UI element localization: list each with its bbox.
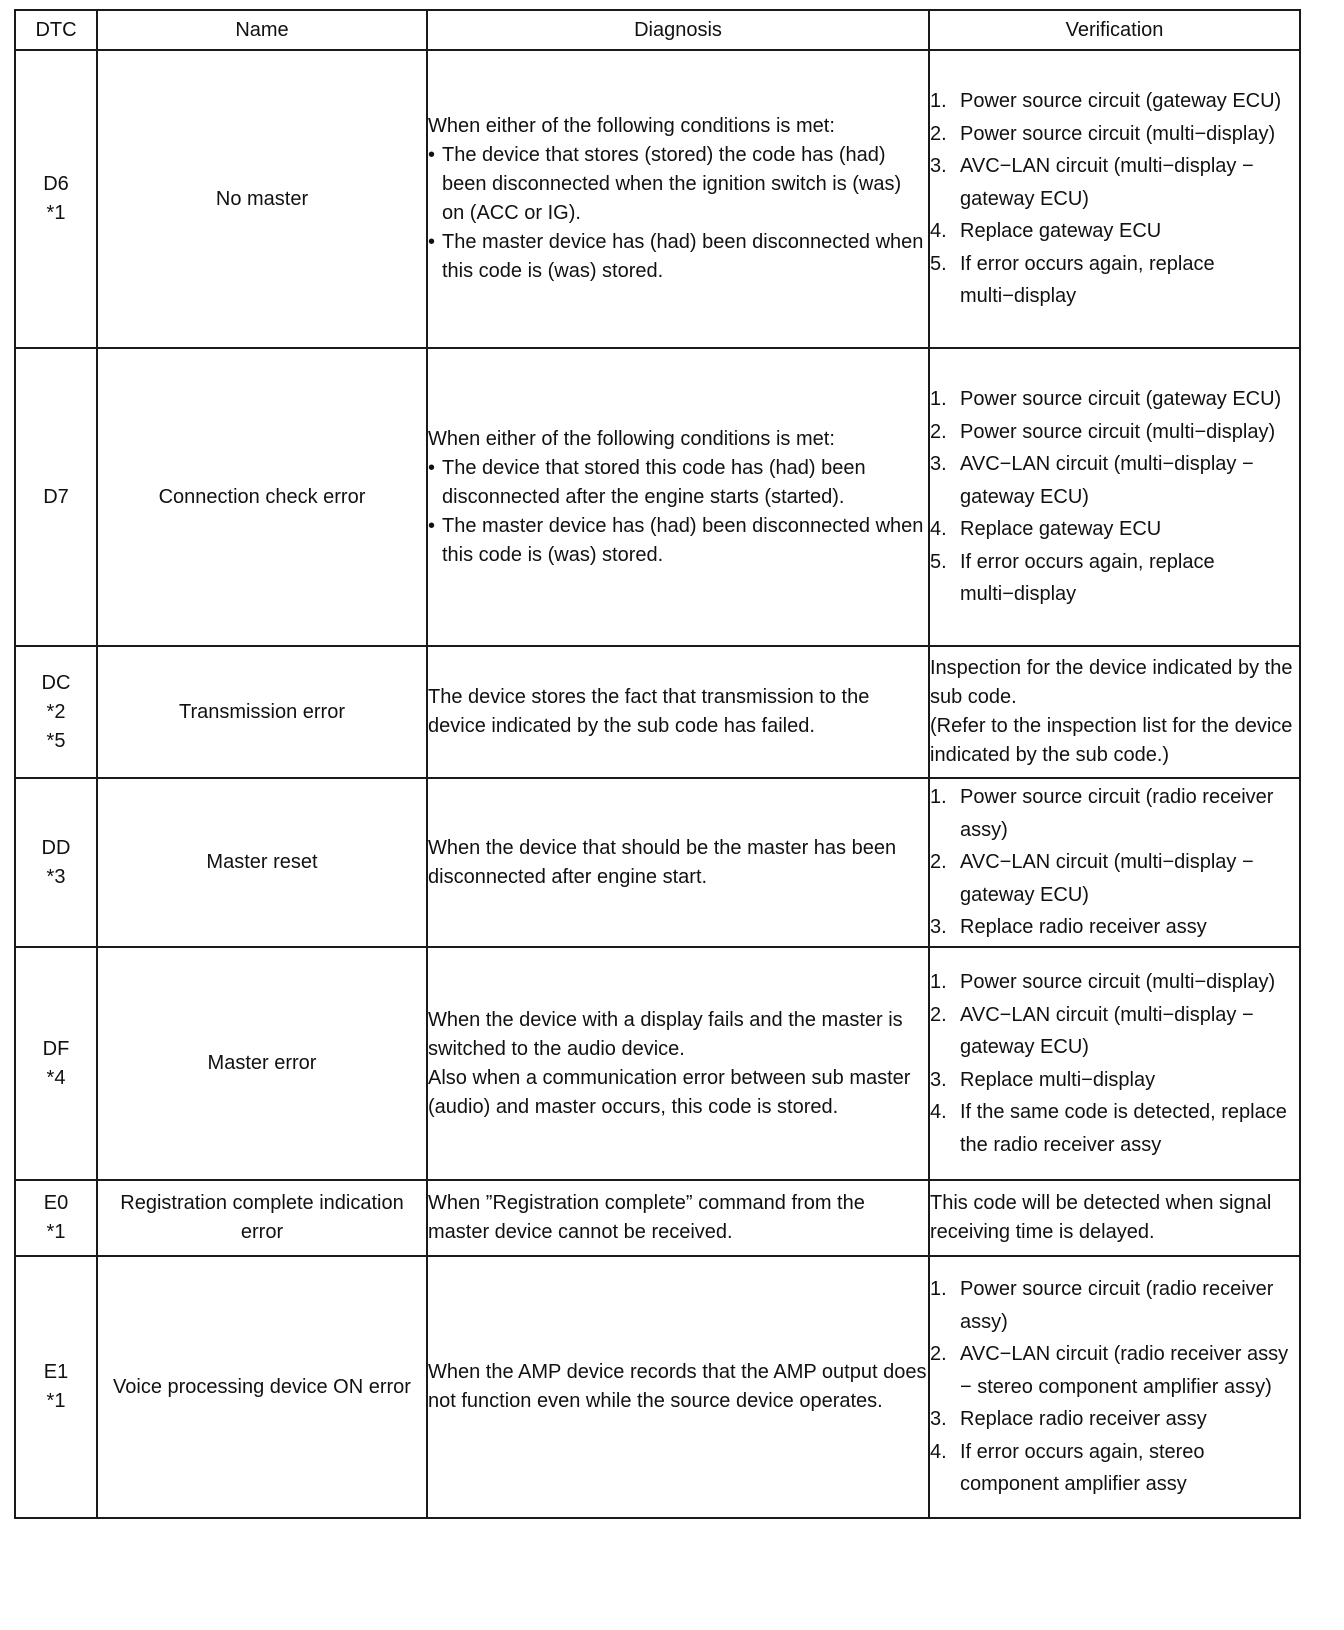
- dtc-code: DD: [41, 836, 71, 859]
- dtc-cell: [15, 947, 97, 1180]
- step-text: AVC−LAN circuit (radio receiver assy − stereo component amplifier assy): [960, 1343, 1289, 1398]
- step-text: Power source circuit (multi−display): [960, 420, 1276, 443]
- verification-cell: [929, 1256, 1300, 1518]
- diagnosis-text: Also when a communication error between sub master (audio) and master occurs, this code is stored.: [428, 1066, 911, 1118]
- verification-text: This code will be detected when signal receiving time is delayed.: [930, 1192, 1272, 1243]
- step-text: Power source circuit (gateway ECU): [960, 388, 1282, 411]
- table-row: [15, 646, 1300, 778]
- step-number: 2.: [930, 420, 947, 443]
- verification-step: [930, 1096, 1299, 1161]
- name-cell: [97, 50, 427, 348]
- dtc-cell: [15, 50, 97, 348]
- dtc-code: D6: [43, 173, 69, 195]
- name-cell: [97, 1256, 427, 1518]
- table-row: [15, 1256, 1300, 1518]
- name-cell: [97, 646, 427, 778]
- dtc-name: Master error: [207, 1052, 317, 1074]
- dtc-note: *1: [46, 1390, 66, 1412]
- step-number: 1.: [930, 1278, 947, 1301]
- verification-cell: [929, 50, 1300, 348]
- step-number: 4.: [930, 1440, 947, 1463]
- step-number: 5.: [930, 252, 947, 275]
- table-row: [15, 947, 1300, 1180]
- verification-steps: [930, 966, 1299, 1161]
- diagnosis-text: When the device with a display fails and the master is switched to the audio device.: [428, 1008, 903, 1060]
- step-text: Replace multi−display: [960, 1068, 1156, 1091]
- step-number: 1.: [930, 971, 947, 993]
- verification-step: [930, 1338, 1299, 1403]
- step-number: 1.: [930, 388, 947, 411]
- step-number: 2.: [930, 851, 947, 874]
- dtc-name: No master: [215, 187, 309, 210]
- verification-text: Inspection for the device indicated by the sub code.: [930, 657, 1293, 708]
- dtc-cell: [15, 348, 97, 646]
- name-cell: [97, 1180, 427, 1256]
- step-text: AVC−LAN circuit (multi−display − gateway ECU): [960, 851, 1254, 906]
- bullet-icon: •: [428, 514, 436, 537]
- dtc-name: Transmission error: [179, 700, 345, 723]
- step-number: 3.: [930, 155, 947, 178]
- step-text: Replace radio receiver assy: [960, 916, 1207, 939]
- dtc-code: E1: [43, 1361, 69, 1383]
- diagnosis-bullet: [428, 228, 928, 286]
- dtc-code: D7: [43, 485, 69, 508]
- step-number: 3.: [930, 453, 947, 476]
- verification-step: [930, 546, 1299, 611]
- dtc-name: Connection check error: [158, 485, 366, 508]
- step-text: AVC−LAN circuit (multi−display − gateway ECU): [960, 155, 1254, 210]
- dtc-cell: [15, 1256, 97, 1518]
- diagnosis-bullet: [428, 454, 928, 512]
- verification-cell: [929, 947, 1300, 1180]
- dtc-note: *1: [46, 1221, 66, 1243]
- diagnosis-text: When the device that should be the master has been disconnected after engine start.: [428, 836, 897, 888]
- step-text: Power source circuit (multi−display): [960, 971, 1276, 993]
- header-verification: Verification: [929, 10, 1300, 50]
- diagnosis-cell: [427, 1180, 929, 1256]
- diagnosis-bullet-text: The master device has (had) been disconnected when this code is (was) stored.: [442, 514, 924, 566]
- diagnosis-bullet-text: The master device has (had) been disconnected when this code is (was) stored.: [442, 231, 924, 282]
- step-text: Replace radio receiver assy: [960, 1408, 1207, 1431]
- dtc-table: [14, 9, 1301, 1519]
- dtc-code: DF: [42, 1037, 70, 1060]
- table-row: [15, 778, 1300, 947]
- diagnosis-cell: [427, 50, 929, 348]
- step-text: Power source circuit (multi−display): [960, 122, 1276, 145]
- verification-text: (Refer to the inspection list for the device indicated by the sub code.): [930, 715, 1293, 766]
- diagnosis-bullet-text: The device that stored this code has (had) been disconnected after the engine starts (started).: [442, 456, 866, 508]
- verification-steps: [930, 85, 1299, 313]
- verification-step: [930, 416, 1299, 449]
- step-number: 3.: [930, 1408, 947, 1431]
- step-number: 1.: [930, 90, 947, 113]
- verification-step: [930, 966, 1299, 999]
- step-text: Replace gateway ECU: [960, 220, 1162, 243]
- step-number: 4.: [930, 220, 947, 243]
- step-text: Power source circuit (radio receiver assy): [960, 1278, 1274, 1333]
- verification-step: [930, 215, 1299, 248]
- name-cell: [97, 947, 427, 1180]
- step-number: 4.: [930, 1101, 947, 1123]
- dtc-name: Registration complete indication error: [120, 1192, 404, 1243]
- dtc-cell: [15, 1180, 97, 1256]
- verification-steps: [930, 383, 1299, 611]
- step-number: 1.: [930, 786, 947, 809]
- step-text: If error occurs again, replace multi−display: [960, 252, 1215, 308]
- name-cell: [97, 348, 427, 646]
- verification-step: [930, 911, 1299, 944]
- verification-cell: [929, 778, 1300, 947]
- verification-step: [930, 85, 1299, 118]
- dtc-note: *3: [46, 865, 66, 888]
- dtc-note: *5: [46, 729, 66, 752]
- diagnosis-text: When ”Registration complete” command from the master device cannot be received.: [428, 1192, 865, 1243]
- diagnosis-bullet: [428, 512, 928, 570]
- step-text: If error occurs again, replace multi−display: [960, 550, 1215, 606]
- step-number: 2.: [930, 122, 947, 145]
- verification-step: [930, 1273, 1299, 1338]
- dtc-name: Voice processing device ON error: [113, 1375, 411, 1398]
- verification-cell: [929, 348, 1300, 646]
- step-number: 2.: [930, 1343, 947, 1366]
- verification-cell: [929, 646, 1300, 778]
- header-dtc: DTC: [15, 10, 97, 50]
- verification-step: [930, 150, 1299, 215]
- diagnosis-cell: [427, 947, 929, 1180]
- step-text: If error occurs again, stereo component amplifier assy: [960, 1440, 1205, 1496]
- table-row: [15, 50, 1300, 348]
- dtc-cell: [15, 778, 97, 947]
- dtc-code: DC: [41, 671, 71, 694]
- table-row: [15, 348, 1300, 646]
- verification-step: [930, 118, 1299, 151]
- step-text: AVC−LAN circuit (multi−display − gateway ECU): [960, 1003, 1254, 1058]
- verification-step: [930, 1403, 1299, 1436]
- step-text: Replace gateway ECU: [960, 518, 1162, 541]
- bullet-icon: •: [428, 456, 436, 479]
- table-body: [15, 50, 1300, 1518]
- dtc-name: Master reset: [206, 851, 318, 873]
- step-text: AVC−LAN circuit (multi−display − gateway ECU): [960, 453, 1254, 508]
- header-name: Name: [97, 10, 427, 50]
- diagnosis-bullet: [428, 141, 928, 228]
- diagnosis-cell: [427, 1256, 929, 1518]
- diagnosis-text: When the AMP device records that the AMP output does not function even while the source device operates.: [428, 1361, 927, 1412]
- dtc-code: E0: [43, 1192, 69, 1214]
- name-cell: [97, 778, 427, 947]
- dtc-note: *1: [46, 202, 66, 224]
- header-row: [15, 10, 1300, 50]
- diagnosis-text: The device stores the fact that transmission to the device indicated by the sub code has failed.: [428, 686, 870, 737]
- step-text: Power source circuit (radio receiver assy): [960, 786, 1274, 841]
- step-number: 3.: [930, 916, 947, 939]
- verification-step: [930, 1436, 1299, 1501]
- bullet-icon: •: [428, 231, 436, 253]
- verification-step: [930, 513, 1299, 546]
- step-number: 5.: [930, 550, 947, 573]
- verification-step: [930, 383, 1299, 416]
- verification-cell: [929, 1180, 1300, 1256]
- step-number: 2.: [930, 1003, 947, 1026]
- verification-step: [930, 781, 1299, 846]
- diagnosis-cell: [427, 348, 929, 646]
- verification-steps: [930, 1273, 1299, 1501]
- bullet-icon: •: [428, 144, 436, 166]
- diagnosis-cell: [427, 646, 929, 778]
- dtc-note: *4: [46, 1066, 66, 1089]
- verification-step: [930, 999, 1299, 1064]
- verification-step: [930, 448, 1299, 513]
- diagnosis-intro: When either of the following conditions is met:: [428, 115, 835, 137]
- verification-step: [930, 846, 1299, 911]
- step-text: If the same code is detected, replace the radio receiver assy: [960, 1101, 1287, 1156]
- step-number: 3.: [930, 1068, 947, 1091]
- dtc-note: *2: [46, 700, 66, 723]
- dtc-cell: [15, 646, 97, 778]
- header-diagnosis: Diagnosis: [427, 10, 929, 50]
- verification-step: [930, 248, 1299, 313]
- diagnosis-bullet-text: The device that stores (stored) the code has (had) been disconnected when the ignition switch is (was) on (ACC or IG).: [442, 144, 902, 224]
- table-row: [15, 1180, 1300, 1256]
- step-text: Power source circuit (gateway ECU): [960, 90, 1282, 113]
- verification-steps: [930, 781, 1299, 944]
- diagnosis-cell: [427, 778, 929, 947]
- step-number: 4.: [930, 518, 947, 541]
- verification-step: [930, 1064, 1299, 1097]
- diagnosis-intro: When either of the following conditions is met:: [428, 427, 835, 450]
